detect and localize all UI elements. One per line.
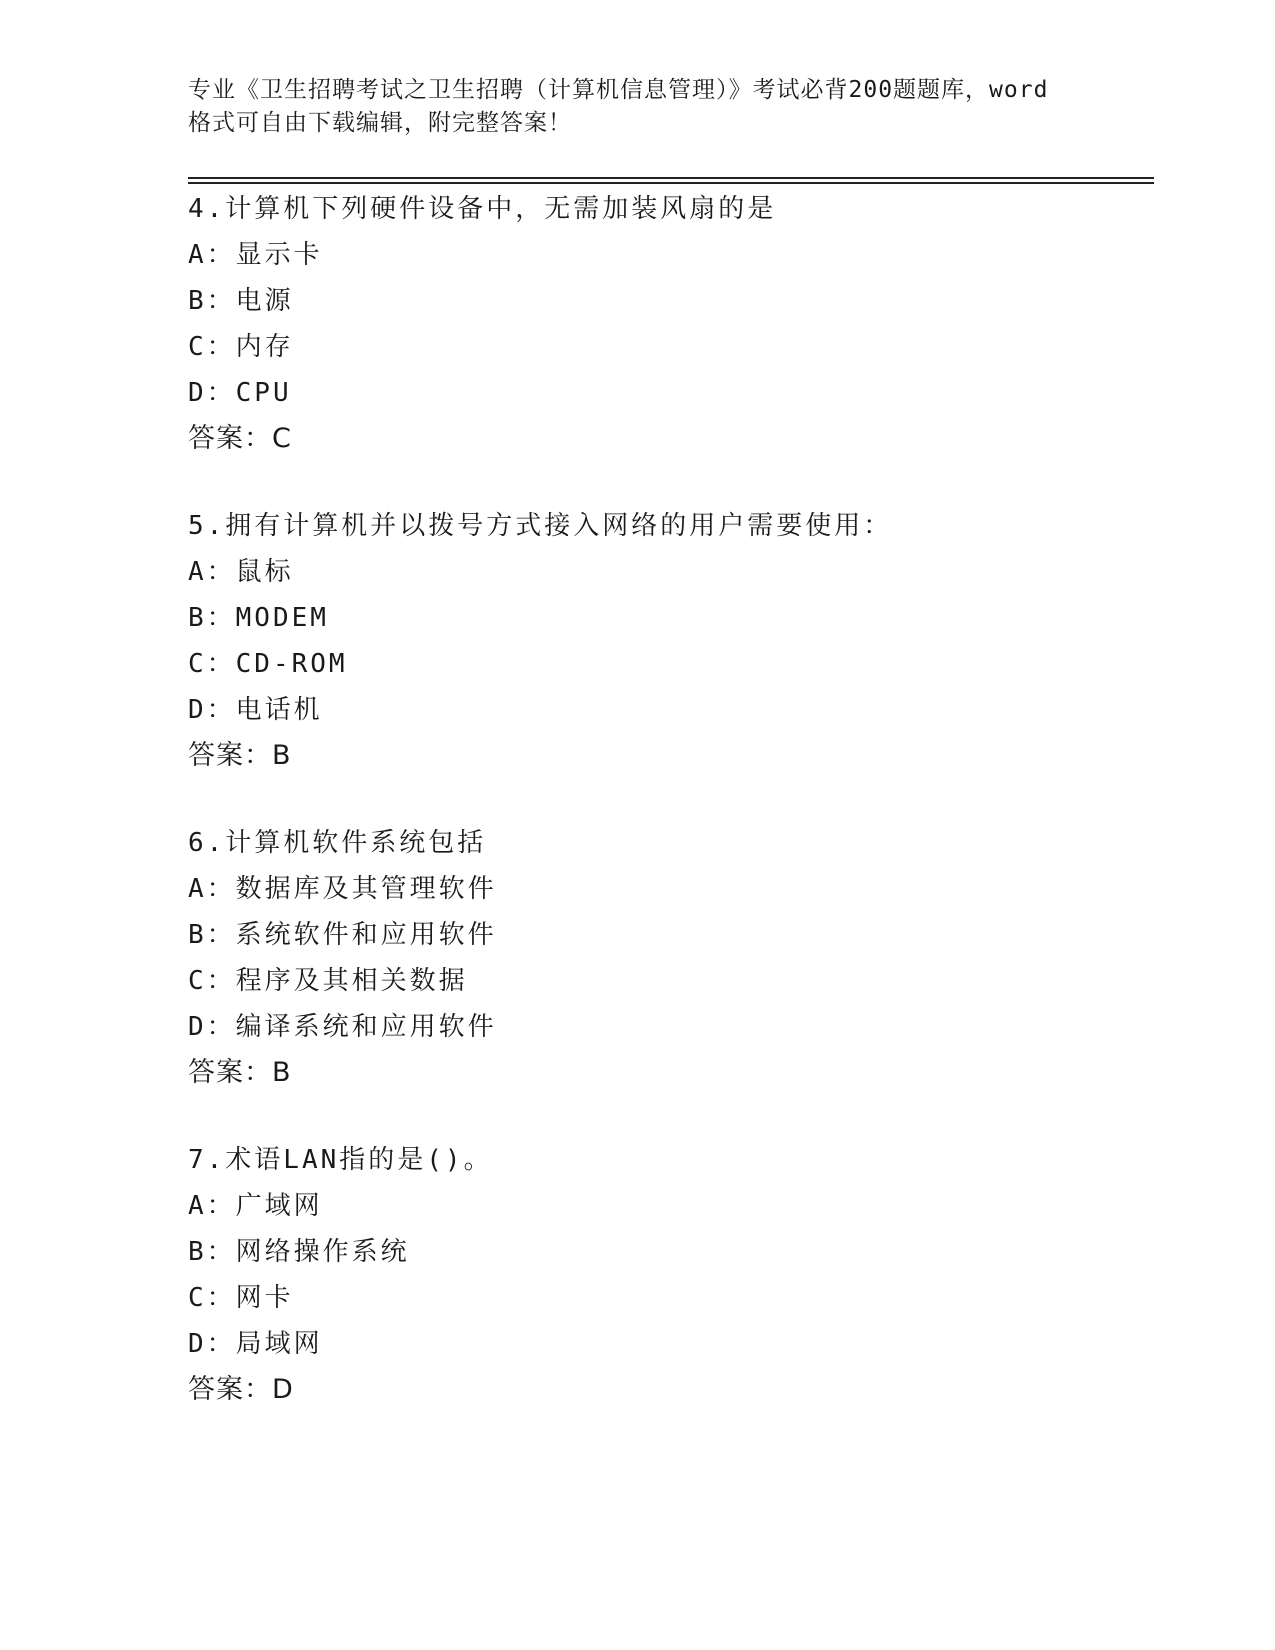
- option-text: 局域网: [235, 1329, 323, 1359]
- option-text: 电话机: [235, 695, 323, 725]
- option-text: 显示卡: [235, 240, 323, 270]
- option-text: 数据库及其管理软件: [235, 874, 497, 904]
- option-letter: B：: [188, 603, 236, 633]
- header-divider-top: [188, 177, 1154, 179]
- option-letter: D：: [188, 1012, 236, 1042]
- answer-line: 答案：B: [188, 740, 292, 771]
- option-letter: A：: [188, 1191, 236, 1221]
- header-line-1: 专业《卫生招聘考试之卫生招聘（计算机信息管理）》考试必背200题题库，word: [188, 77, 1049, 103]
- question-title: 5.拥有计算机并以拨号方式接入网络的用户需要使用：: [188, 511, 893, 541]
- option-letter: C：: [188, 966, 236, 996]
- question-block: [188, 1137, 1154, 1413]
- option-d: [188, 370, 1154, 416]
- option-c: [188, 958, 1154, 1004]
- header-divider-bottom: [188, 182, 1154, 184]
- option-letter: D：: [188, 1329, 236, 1359]
- answer-line: 答案：B: [188, 1057, 292, 1088]
- answer-line: 答案：D: [188, 1374, 294, 1405]
- option-letter: C：: [188, 332, 236, 362]
- question-block: [188, 503, 1154, 779]
- option-text: 鼠标: [235, 557, 294, 587]
- option-a: [188, 232, 1154, 278]
- option-b: [188, 1229, 1154, 1275]
- option-text: MODEM: [235, 603, 329, 633]
- option-text: CPU: [235, 378, 292, 408]
- option-text: 程序及其相关数据: [235, 966, 468, 996]
- option-text: CD-ROM: [235, 649, 348, 679]
- header-line-2: 格式可自由下载编辑，附完整答案！: [188, 110, 572, 136]
- question-title: 6.计算机软件系统包括: [188, 828, 487, 858]
- question-title: 4.计算机下列硬件设备中，无需加装风扇的是: [188, 194, 777, 224]
- option-letter: D：: [188, 695, 236, 725]
- option-text: 编译系统和应用软件: [235, 1012, 497, 1042]
- option-text: 网卡: [235, 1283, 294, 1313]
- question-block: [188, 186, 1154, 462]
- option-letter: B：: [188, 286, 236, 316]
- option-letter: B：: [188, 1237, 236, 1267]
- option-letter: A：: [188, 240, 236, 270]
- question-block: [188, 820, 1154, 1096]
- option-d: [188, 687, 1154, 733]
- option-c: [188, 324, 1154, 370]
- option-d: [188, 1004, 1154, 1050]
- option-a: [188, 1183, 1154, 1229]
- option-letter: C：: [188, 1283, 236, 1313]
- option-b: [188, 912, 1154, 958]
- option-c: [188, 1275, 1154, 1321]
- option-b: [188, 278, 1154, 324]
- option-c: [188, 641, 1154, 687]
- option-letter: C：: [188, 649, 236, 679]
- option-a: [188, 866, 1154, 912]
- option-text: 网络操作系统: [235, 1237, 410, 1267]
- option-b: [188, 595, 1154, 641]
- option-letter: B：: [188, 920, 236, 950]
- option-letter: A：: [188, 557, 236, 587]
- option-text: 内存: [235, 332, 294, 362]
- option-text: 系统软件和应用软件: [235, 920, 497, 950]
- option-text: 电源: [235, 286, 294, 316]
- option-text: 广域网: [235, 1191, 323, 1221]
- answer-line: 答案：C: [188, 423, 292, 454]
- question-title: 7.术语LAN指的是()。: [188, 1145, 493, 1175]
- option-letter: A：: [188, 874, 236, 904]
- document-header: [188, 74, 1088, 140]
- option-a: [188, 549, 1154, 595]
- option-letter: D：: [188, 378, 236, 408]
- option-d: [188, 1321, 1154, 1367]
